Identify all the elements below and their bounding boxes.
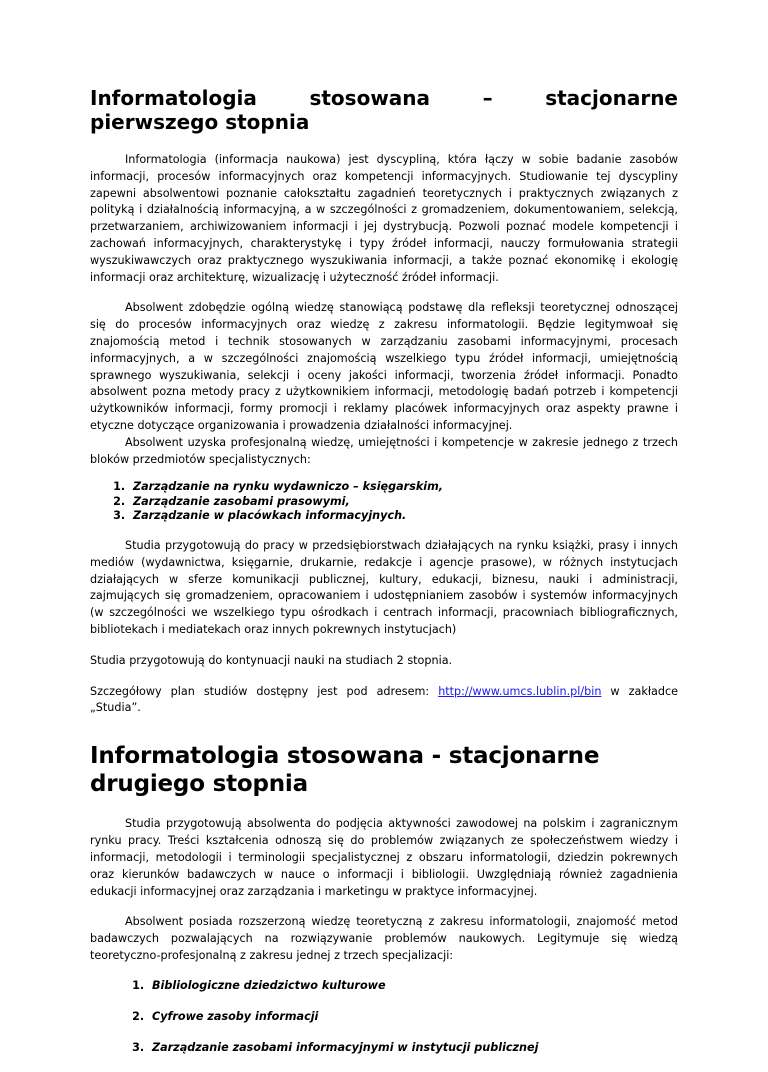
section-1-paragraph-1: Informatologia (informacja naukowa) jest dyscypliną, która łączy w sobie badanie zasobów informacji, procesów informacyjnych oraz kompetencji informacyjnych. Studiowanie tej dyscypliny zapewni absolwentowi poznanie całokształtu zagadnień teoretycznych i praktycznych związanych z polityką i działalnością informacyjną, a w szczególności z gromadzeniem, dokumentowaniem, selekcją, przetwarzaniem, archiwizowaniem informacji i jej dystrybucją. Pozwoli poznać modele kompetencji i zachowań informacyjnych, charakterystykę i typy źródeł informacji, nauczy formułowania strategii wyszukiwawczych oraz praktycznego wyszukiwania informacji, a także poznać ekonomikę i ekologię informacji oraz architekturę, wizualizację i użyteczność źródeł informacji. bbox=[90, 153, 678, 284]
title-word-stosowana: stosowana bbox=[309, 86, 431, 110]
section-1-paragraph-2: Absolwent zdobędzie ogólną wiedzę stanowiącą podstawę dla refleksji teoretycznej odnoszącej się do procesów informacyjnych oraz wiedzę z zakresu informatologii. Będzie legitymwoał się znajomością metod i technik stosowanych w zarządzaniu zasobami informacyjnymi, procesach informacyjnych, a w szczególności znajomością wszelkiego typu źródeł informacji, umiejętnością sprawnego wyszukiwania, selekcji i oceny jakości informacji, tworzenia źródeł informacji. Ponadto absolwent pozna metody pracy z użytkownikiem informacji, metodologię badań potrzeb i kompetencji użytkowników informacji, formy promocji i reklamy placówek informacyjnych oraz aspekty prawne i etyczne dotyczące organizowania i prowadzenia działalności informacyjnej. bbox=[90, 301, 678, 432]
section-1-paragraph-5: Studia przygotowują do kontynuacji nauki na studiach 2 stopnia. bbox=[90, 653, 453, 667]
list-item: 2. Zarządzanie zasobami prasowymi, bbox=[129, 495, 678, 510]
section-1-title-line-2: pierwszego stopnia bbox=[90, 110, 310, 134]
section-1-heading bbox=[90, 86, 678, 134]
section-1-title-line-1 bbox=[90, 86, 678, 110]
list-item: 1. Bibliologiczne dziedzictwo kulturowe bbox=[148, 979, 678, 992]
section-1-paragraph-4: Studia przygotowują do pracy w przedsiębiorstwach działających na rynku książki, prasy i innych mediów (wydawnictwa, księgarnie, drukarnie, redakcje i agencje prasowe), w różnych instytucjach działających w sferze komunikacji publicznej, kultury, edukacji, biznesu, nauki i administracji, zajmujących się gromadzeniem, opracowaniem i udostępnianiem zasobów i systemów informacyjnych (w szczególności we wszelkiego typu ośrodkach i centrach informacji, pracowniach bibliograficznych, bibliotekach i mediatekach oraz innych pokrewnych instytucjach) bbox=[90, 539, 678, 637]
list-item: 1. Zarządzanie na rynku wydawniczo – księgarskim, bbox=[129, 480, 678, 495]
specialization-list-2 bbox=[90, 979, 678, 1054]
section-1-paragraph-6 bbox=[90, 684, 678, 718]
document-page bbox=[90, 86, 678, 1072]
title-dash: – bbox=[482, 86, 493, 110]
specialization-list-1 bbox=[90, 480, 678, 524]
plan-text-before: Szczegółowy plan studiów dostępny jest pod adresem: bbox=[90, 684, 439, 698]
list-item: 2. Cyfrowe zasoby informacji bbox=[148, 1010, 678, 1023]
title-word-stacjonarne: stacjonarne bbox=[545, 86, 678, 110]
list-item: 3. Zarządzanie w placówkach informacyjnych. bbox=[129, 509, 678, 524]
umcs-link[interactable]: http://www.umcs.lublin.pl/bin bbox=[438, 684, 602, 698]
plan-text-after: w zakładce „Studia”. bbox=[90, 684, 678, 715]
section-2-paragraph-1: Studia przygotowują absolwenta do podjęcia aktywności zawodowej na polskim i zagranicznym rynku pracy. Treści kształcenia odnoszą się do problemów związanych ze społeczeństwem wiedzy i informacji, metodologii i terminologii specjalistycznej z obszaru informatologii, dziedzin pokrewnych oraz kierunków badawczych w nauce o informacji i bibliologii. Uwzględniają również zagadnienia edukacji informacyjnej oraz zarządzania i marketingu w praktyce informacyjnej. bbox=[90, 817, 678, 898]
list-item: 3. Zarządzanie zasobami informacyjnymi w instytucji publicznej bbox=[148, 1041, 678, 1054]
title-word-informatologia: Informatologia bbox=[90, 86, 257, 110]
section-2-paragraph-2: Absolwent posiada rozszerzoną wiedzę teoretyczną z zakresu informatologii, znajomość metod badawczych pozwalających na rozwiązywanie problemów naukowych. Legitymuje się wiedzą teoretyczno-profesjonalną z zakresu jednej z trzech specjalizacji: bbox=[90, 915, 678, 962]
section-1-paragraph-3: Absolwent uzyska profesjonalną wiedzę, umiejętności i kompetencje w zakresie jednego z trzech bloków przedmiotów specjalistycznych: bbox=[90, 435, 678, 466]
section-2-title: Informatologia stosowana - stacjonarne drugiego stopnia bbox=[90, 743, 600, 797]
